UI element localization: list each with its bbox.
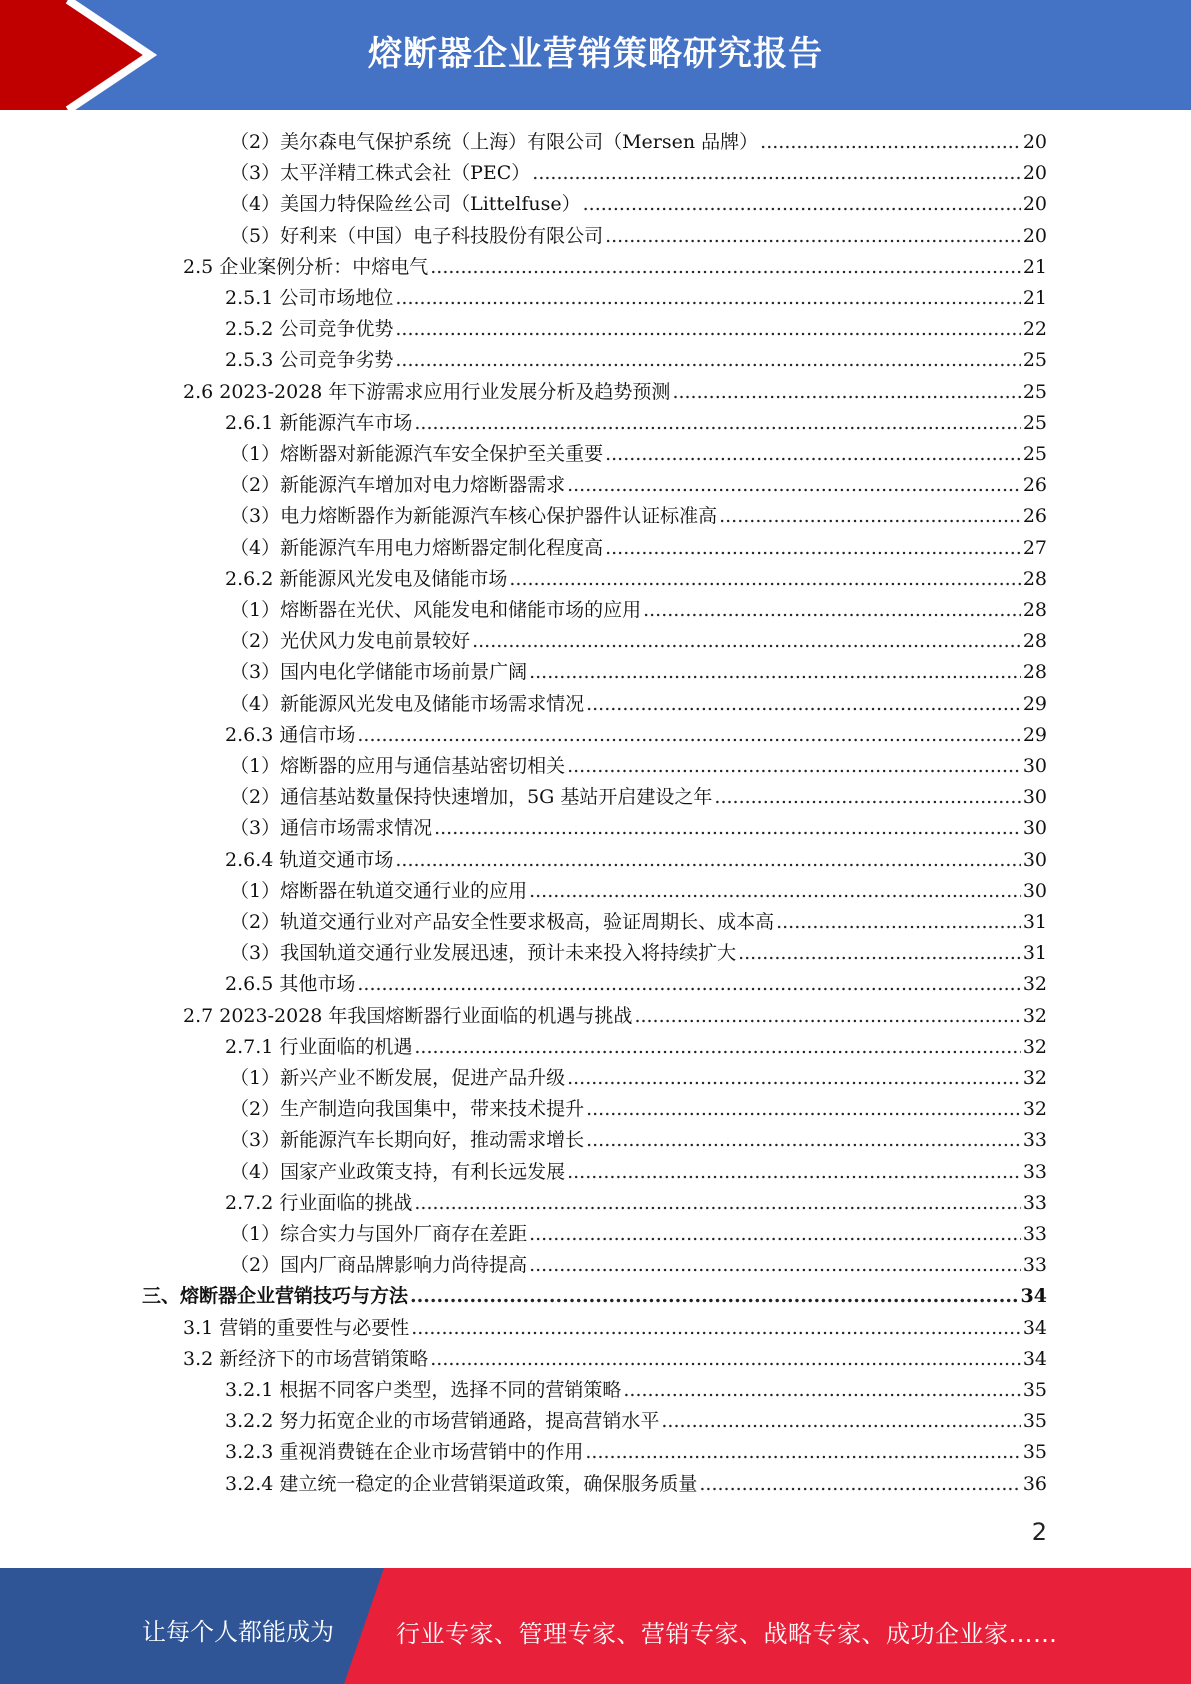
toc-entry-row [183,1314,1047,1342]
toc-dot-leader [529,658,1021,686]
toc-dot-leader [414,1033,1020,1061]
toc-entry[interactable] [0,502,1191,533]
toc-entry-page: 32 [1022,1004,1047,1027]
toc-dot-leader [634,1002,1020,1030]
toc-dot-leader [586,1126,1021,1154]
toc-dot-leader [605,534,1021,562]
toc-entry-page: 30 [1022,786,1047,809]
toc-entry-row [225,565,1047,593]
toc-entry[interactable] [0,284,1191,315]
toc-entry-page: 31 [1022,911,1047,933]
toc-entry-label: 3.2.2 努力拓宽企业的市场营销通路，提高营销水平 [225,1410,660,1433]
toc-entry-page: 25 [1022,349,1047,372]
toc-entry[interactable] [0,1095,1191,1126]
toc-entry-row [225,409,1047,437]
toc-entry-label: （3）通信市场需求情况 [230,817,433,840]
toc-entry-page: 32 [1022,973,1047,996]
toc-entry-row [142,1282,1047,1310]
toc-entry-page: 22 [1022,318,1047,341]
toc-entry-page: 33 [1022,1191,1047,1214]
toc-entry-row [230,502,1047,530]
toc-dot-leader [586,1095,1021,1123]
toc-entry-label: 2.6.3 通信市场 [225,723,356,746]
toc-entry-row [225,1407,1047,1435]
toc-entry-label: 3.2.4 建立统一稳定的企业营销渠道政策，确保服务质量 [225,1472,698,1495]
toc-entry-page: 26 [1022,474,1047,497]
toc-dot-leader [509,565,1020,593]
toc-entry-page: 25 [1022,411,1047,434]
toc-entry[interactable] [0,471,1191,502]
toc-entry-row [225,846,1047,874]
page-number: 2 [1031,1518,1047,1546]
toc-entry[interactable] [0,721,1191,752]
toc-entry-label: （2）国内厂商品牌影响力尚待提高 [230,1254,528,1277]
toc-entry-page: 29 [1022,692,1047,715]
toc-entry-label: （4）新能源汽车用电力熔断器定制化程度高 [230,536,604,559]
toc-entry-page: 21 [1022,287,1047,309]
toc-entry-label: （2）美尔森电气保护系统（上海）有限公司（Mersen 品牌） [230,131,759,153]
toc-entry[interactable] [0,1064,1191,1095]
toc-dot-leader [410,1282,1019,1310]
toc-entry[interactable] [0,1158,1191,1189]
toc-entry-page: 20 [1022,162,1047,185]
toc-entry[interactable] [0,534,1191,565]
toc-entry[interactable] [0,409,1191,440]
toc-entry-page: 33 [1022,1129,1047,1152]
toc-entry-label: 2.6.5 其他市场 [225,973,356,996]
page-header [0,0,1191,110]
toc-entry-page: 26 [1022,505,1047,528]
report-title: 熔断器企业营销策略研究报告 [368,34,823,74]
toc-entry[interactable] [0,814,1191,845]
toc-entry-label: （1）综合实力与国外厂商存在差距 [230,1223,528,1245]
toc-dot-leader [738,939,1021,967]
toc-entry-row [230,471,1047,499]
toc-entry-page: 27 [1022,536,1047,559]
toc-entry[interactable] [0,222,1191,253]
toc-entry[interactable] [0,658,1191,689]
toc-entry-row [225,315,1047,343]
toc-entry[interactable] [0,596,1191,627]
toc-entry[interactable] [0,1220,1191,1251]
toc-dot-leader [567,471,1021,499]
toc-entry-row [230,440,1047,468]
toc-entry-page: 32 [1022,1035,1047,1058]
toc-entry-label: 3.1 营销的重要性与必要性 [183,1316,410,1339]
toc-dot-leader [623,1376,1020,1404]
toc-dot-leader [357,721,1020,749]
toc-dot-leader [719,502,1021,530]
page-footer [0,1568,1191,1684]
toc-entry-label: （4）美国力特保险丝公司（Littelfuse） [230,193,581,216]
toc-entry-label: 2.5.2 公司竞争优势 [225,318,394,341]
toc-entry-row [230,1251,1047,1279]
toc-entry-label: 2.7 2023-2028 年我国熔断器行业面临的机遇与挑战 [183,1004,633,1027]
toc-entry-row [230,159,1047,187]
toc-entry-row [230,1220,1047,1248]
toc-entry[interactable] [0,846,1191,877]
toc-dot-leader [567,1064,1021,1092]
toc-entry-label: （4）新能源风光发电及储能市场需求情况 [230,692,585,715]
toc-dot-leader [776,908,1021,936]
toc-entry-page: 25 [1022,380,1047,403]
toc-entry-label: 2.5.3 公司竞争劣势 [225,349,394,372]
toc-dot-leader [395,846,1020,874]
toc-dot-leader [430,253,1021,281]
toc-entry-row [230,1126,1047,1154]
toc-entry[interactable] [0,1282,1191,1313]
toc-entry[interactable] [0,752,1191,783]
toc-entry-label: 三、熔断器企业营销技巧与方法 [142,1285,409,1308]
toc-entry-page: 28 [1022,661,1047,684]
toc-entry[interactable] [0,1345,1191,1376]
toc-entry-page: 32 [1022,1098,1047,1121]
toc-entry-label: （1）新兴产业不断发展，促进产品升级 [230,1067,566,1089]
toc-entry[interactable] [0,1407,1191,1438]
toc-entry-row [225,1376,1047,1404]
toc-entry-row [230,1064,1047,1092]
toc-entry-label: 3.2.3 重视消费链在企业市场营销中的作用 [225,1441,584,1464]
toc-entry-page: 30 [1022,817,1047,840]
toc-entry[interactable] [0,1376,1191,1407]
toc-dot-leader [605,440,1021,468]
toc-entry-page: 25 [1022,443,1047,465]
toc-entry-page: 31 [1022,942,1047,965]
toc-entry[interactable] [0,1126,1191,1157]
toc-entry-page: 29 [1022,723,1047,746]
toc-entry-row [230,222,1047,250]
toc-entry-page: 30 [1022,879,1047,902]
toc-entry-row [230,814,1047,842]
toc-entry[interactable] [0,939,1191,970]
toc-entry[interactable] [0,908,1191,939]
toc-dot-leader [414,1189,1020,1217]
toc-dot-leader [661,1407,1020,1435]
toc-entry-label: （3）我国轨道交通行业发展迅速，预计未来投入将持续扩大 [230,942,737,965]
toc-entry-row [183,1345,1047,1373]
toc-entry-label: （2）生产制造向我国集中，带来技术提升 [230,1098,585,1121]
toc-entry-label: （5）好利来（中国）电子科技股份有限公司 [230,224,604,247]
toc-entry-page: 34 [1022,1316,1047,1339]
toc-entry-label: （1）熔断器的应用与通信基站密切相关 [230,755,566,777]
toc-entry-row [183,1002,1047,1030]
toc-dot-leader [605,222,1021,250]
toc-entry-row [225,1033,1047,1061]
toc-entry-page: 36 [1022,1472,1047,1495]
toc-dot-leader [395,315,1020,343]
toc-entry-page: 28 [1022,567,1047,590]
toc-entry-label: 2.6 2023-2028 年下游需求应用行业发展分析及趋势预测 [183,380,671,403]
toc-entry[interactable] [0,1438,1191,1469]
toc-entry-page: 21 [1022,255,1047,278]
toc-entry-row [225,1438,1047,1466]
toc-entry-row [230,596,1047,624]
toc-dot-leader [672,378,1020,406]
footer-slogan-left: 让每个人都能成为 [142,1618,334,1646]
toc-entry-row [225,1189,1047,1217]
toc-entry-row [230,939,1047,967]
toc-dot-leader [414,409,1020,437]
toc-entry-row [230,690,1047,718]
toc-entry[interactable] [0,346,1191,377]
toc-dot-leader [643,596,1021,624]
toc-dot-leader [395,284,1020,312]
toc-entry-label: （2）光伏风力发电前景较好 [230,630,471,653]
toc-entry-page: 35 [1022,1441,1047,1464]
toc-entry-row [230,1158,1047,1186]
toc-entry-label: （2）通信基站数量保持快速增加，5G 基站开启建设之年 [230,786,713,809]
toc-entry[interactable] [0,1033,1191,1064]
toc-entry-row [230,1095,1047,1123]
toc-entry-label: 2.7.2 行业面临的挑战 [225,1191,413,1214]
toc-entry-page: 28 [1022,599,1047,621]
toc-entry[interactable] [0,253,1191,284]
toc-entry-label: 2.5.1 公司市场地位 [225,287,394,309]
toc-entry-label: 2.7.1 行业面临的机遇 [225,1035,413,1058]
toc-entry[interactable] [0,315,1191,346]
toc-dot-leader [586,690,1021,718]
toc-entry-label: 2.5 企业案例分析：中熔电气 [183,255,429,278]
toc-entry-row [225,721,1047,749]
toc-entry-page: 30 [1022,848,1047,871]
toc-dot-leader [529,1251,1021,1279]
toc-entry-page: 35 [1022,1410,1047,1433]
toc-dot-leader [585,1438,1020,1466]
toc-entry-label: 3.2 新经济下的市场营销策略 [183,1347,429,1370]
toc-entry-page: 20 [1022,131,1047,153]
toc-entry-label: 2.6.1 新能源汽车市场 [225,411,413,434]
footer-slogan-right: 行业专家、管理专家、营销专家、战略专家、成功企业家…… [396,1620,1058,1648]
toc-entry[interactable] [0,877,1191,908]
toc-dot-leader [472,627,1021,655]
toc-dot-leader [699,1470,1020,1498]
toc-entry[interactable] [0,128,1191,159]
toc-entry[interactable] [0,1002,1191,1033]
toc-dot-leader [395,346,1020,374]
toc-entry-row [230,190,1047,218]
toc-entry[interactable] [0,970,1191,1001]
toc-dot-leader [411,1314,1021,1342]
toc-entry-row [230,783,1047,811]
toc-entry-page: 20 [1022,193,1047,216]
toc-entry[interactable] [0,190,1191,221]
toc-entry-label: （1）熔断器在轨道交通行业的应用 [230,879,528,902]
toc-entry-label: （3）太平洋精工株式会社（PEC） [230,162,531,185]
toc-entry[interactable] [0,627,1191,658]
toc-entry-page: 28 [1022,630,1047,653]
toc-dot-leader [714,783,1020,811]
toc-entry-row [230,877,1047,905]
toc-entry[interactable] [0,1470,1191,1501]
toc-entry-page: 30 [1022,755,1047,777]
toc-entry-page: 34 [1020,1285,1047,1308]
toc-dot-leader [760,128,1021,156]
toc-entry[interactable] [0,1251,1191,1282]
toc-entry-row [225,346,1047,374]
toc-entry-row [230,627,1047,655]
toc-dot-leader [430,1345,1021,1373]
toc-dot-leader [529,877,1021,905]
toc-entry-page: 20 [1022,224,1047,247]
toc-entry-page: 33 [1022,1223,1047,1245]
toc-entry[interactable] [0,783,1191,814]
toc-entry-label: （1）熔断器在光伏、风能发电和储能市场的应用 [230,599,642,621]
toc-entry-row [183,253,1047,281]
toc-dot-leader [529,1220,1021,1248]
toc-entry-label: 2.6.2 新能源风光发电及储能市场 [225,567,508,590]
toc-entry-row [230,128,1047,156]
toc-entry-page: 35 [1022,1379,1047,1401]
toc-dot-leader [532,159,1021,187]
toc-entry-page: 34 [1022,1347,1047,1370]
toc-entry-label: （3）国内电化学储能市场前景广阔 [230,661,528,684]
toc-entry[interactable] [0,690,1191,721]
toc-entry-label: 3.2.1 根据不同客户类型，选择不同的营销策略 [225,1379,622,1401]
toc-entry-page: 33 [1022,1160,1047,1183]
toc-dot-leader [357,970,1020,998]
toc-entry[interactable] [0,159,1191,190]
toc-entry-row [230,908,1047,936]
toc-entry-page: 33 [1022,1254,1047,1277]
toc-entry-label: （1）熔断器对新能源汽车安全保护至关重要 [230,443,604,465]
toc-entry-row [230,534,1047,562]
toc-dot-leader [434,814,1021,842]
toc-entry-label: （2）新能源汽车增加对电力熔断器需求 [230,474,566,497]
toc-dot-leader [567,1158,1021,1186]
toc-dot-leader [583,190,1021,218]
toc-entry-label: （4）国家产业政策支持，有利长远发展 [230,1160,566,1183]
toc-entry-row [230,752,1047,780]
toc-entry-label: 2.6.4 轨道交通市场 [225,848,394,871]
toc-entry-row [230,658,1047,686]
toc-entry-row [225,970,1047,998]
toc-entry-row [225,284,1047,312]
toc-entry-label: （3）电力熔断器作为新能源汽车核心保护器件认证标准高 [230,505,718,528]
toc-entry[interactable] [0,1314,1191,1345]
toc-entry-label: （3）新能源汽车长期向好，推动需求增长 [230,1129,585,1152]
toc-entry-label: （2）轨道交通行业对产品安全性要求极高，验证周期长、成本高 [230,911,775,933]
toc-entry[interactable] [0,378,1191,409]
toc-entry-row [225,1470,1047,1498]
toc-entry[interactable] [0,565,1191,596]
toc-entry[interactable] [0,440,1191,471]
toc-entry-page: 32 [1022,1067,1047,1089]
toc-entry[interactable] [0,1189,1191,1220]
toc-entry-row [183,378,1047,406]
toc-dot-leader [567,752,1021,780]
